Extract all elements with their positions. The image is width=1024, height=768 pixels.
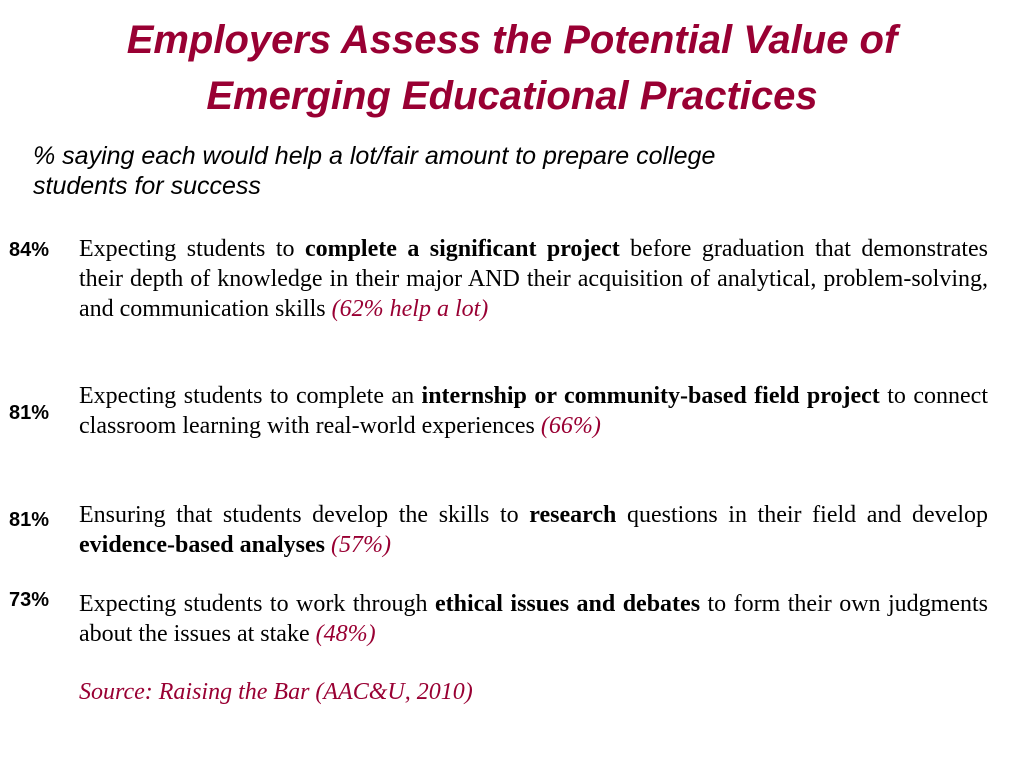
item-highlight: evidence-based analyses <box>79 532 325 558</box>
subtitle-line-1: % saying each would help a lot/fair amount to prepare college <box>33 142 716 170</box>
item-text: Ensuring that students develop the skills to <box>79 502 530 528</box>
item-text: to connect classroom learning with real-world experiences <box>79 383 989 439</box>
item-text: Expecting students to <box>79 236 305 262</box>
item-text: questions in their field and develop <box>616 502 988 528</box>
item-text: Expecting students to complete an <box>79 383 422 409</box>
item-highlight: research <box>529 502 617 528</box>
slide-title-line-1: Employers Assess the Potential Value of <box>126 18 898 62</box>
percent-label: 81% <box>9 402 50 424</box>
item-note: (57%) <box>331 532 391 558</box>
percent-label: 81% <box>9 509 50 531</box>
percent-label: 73% <box>9 589 50 611</box>
practice-item <box>79 234 988 324</box>
item-text: Expecting students to work through <box>79 591 435 617</box>
item-highlight: complete a significant project <box>304 236 620 262</box>
practice-item <box>79 500 988 560</box>
slide-subtitle <box>33 141 933 201</box>
subtitle-line-2: students for success <box>33 172 261 200</box>
slide-title-line-2: Emerging Educational Practices <box>206 74 818 118</box>
item-note: (66%) <box>540 413 601 439</box>
item-highlight: internship or community-based field project <box>421 383 880 409</box>
item-text: before graduation that demonstrates their depth of knowledge in their major AND their acquisition of analytical, problem-solving, and communication skills <box>79 236 989 322</box>
item-highlight: ethical issues and debates <box>434 591 701 617</box>
source-citation: Source: Raising the Bar (AAC&U, 2010) <box>79 679 473 705</box>
percent-label: 84% <box>9 239 50 261</box>
item-text: to form their own judgments about the issues at stake <box>79 591 988 647</box>
slide-title <box>0 12 1024 124</box>
practice-item <box>79 589 988 649</box>
item-note: (48%) <box>315 621 376 647</box>
practice-item <box>79 381 988 441</box>
item-note: (62% help a lot) <box>331 296 489 322</box>
